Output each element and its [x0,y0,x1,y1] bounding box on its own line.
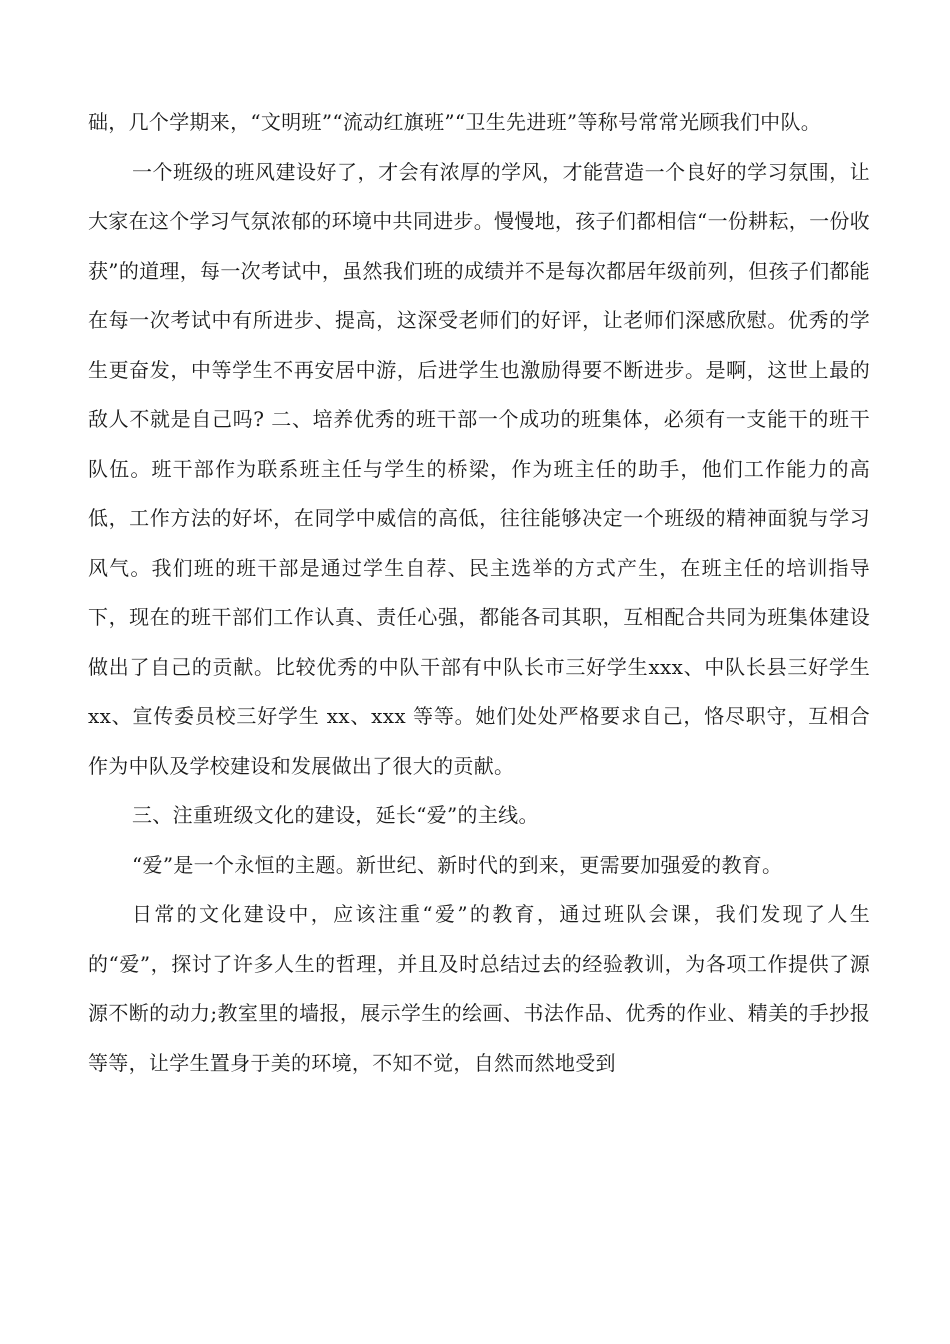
paragraph-class-style: 一个班级的班风建设好了，才会有浓厚的学风，才能营造一个良好的学习氛围，让大家在这个学习气氛浓郁的环境中共同进步。慢慢地，孩子们都相信“一份耕耘，一份收获”的道理，每一次考试中，虽然我们班的成绩并不是每次都居年级前列，但孩子们都能在每一次考试中有所进步、提高，这深受老师们的好评，让老师们深感欣慰。优秀的学生更奋发，中等学生不再安居中游，后进学生也激励得要不断进步。是啊，这世上最的敌人不就是自己吗? 二、培养优秀的班干部一个成功的班集体，必须有一支能干的班干队伍。班干部作为联系班主任与学生的桥梁，作为班主任的助手，他们工作能力的高低，工作方法的好坏，在同学中威信的高低，往往能够决定一个班级的精神面貌与学习风气。我们班的班干部是通过学生自荐、民主选举的方式产生，在班主任的培训指导下，现在的班干部们工作认真、责任心强，都能各司其职，互相配合共同为班集体建设做出了自己的贡献。比较优秀的中队干部有中队长市三好学生xxx、中队长县三好学生xx、宣传委员校三好学生 xx、xxx 等等。她们处处严格要求自己，恪尽职守，互相合作为中队及学校建设和发展做出了很大的贡献。 [88,159,870,778]
paragraph-continuation: 础，几个学期来，“文明班”“流动红旗班”“卫生先进班”等称号常常光顾我们中队。 [88,110,822,134]
paragraph-section-three-heading: 三、注重班级文化的建设，延长“爱”的主线。 [132,803,539,827]
document-body [88,98,870,1088]
paragraph-love-theme: “爱”是一个永恒的主题。新世纪、新时代的到来，更需要加强爱的教育。 [132,852,783,877]
paragraph-culture-building: 日常的文化建设中，应该注重“爱”的教育，通过班队会课，我们发现了人生的“爱”，探讨了许多人生的哲理，并且及时总结过去的经验教训，为各项工作提供了源源不断的动力;教室里的墙报，展示学生的绘画、书法作品、优秀的作业、精美的手抄报等等，让学生置身于美的环境，不知不觉，自然而然地受到 [88,902,870,1075]
